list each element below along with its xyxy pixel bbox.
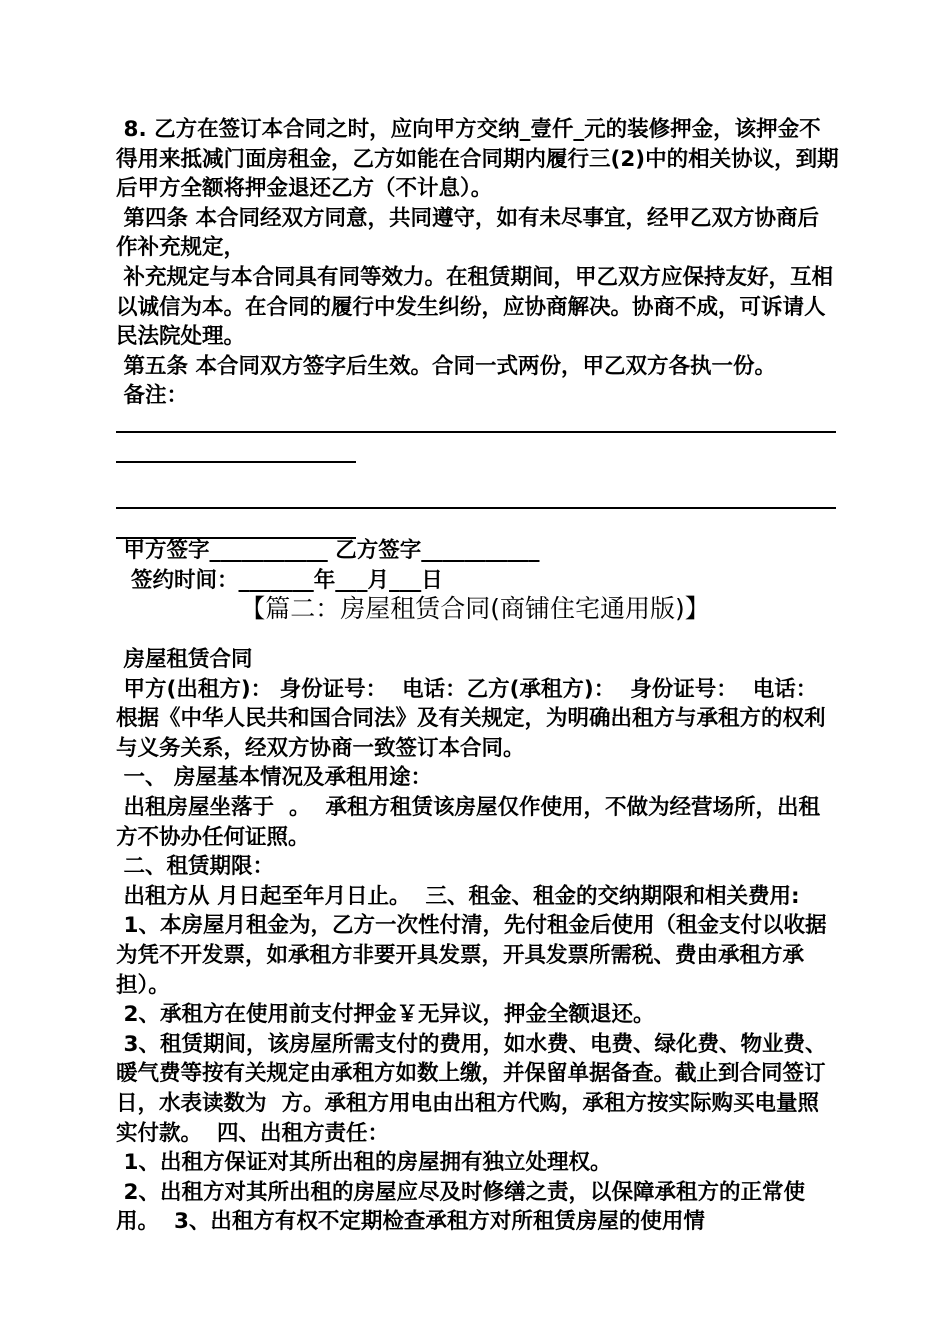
section-two-heading: 二、租赁期限： bbox=[116, 854, 275, 880]
clause-supplement: 补充规定与本合同具有同等效力。在租赁期间，甲乙双方应保持友好，互相以诚信为本。在合同的履行中发生纠纷，应协商解决。协商不成，可诉请人民法院处理。 bbox=[116, 264, 834, 350]
parties-intro: 甲方(出租方)： 身份证号： 电话：乙方(承租方)： 身份证号： 电话： 根据《中华人民共和国合同法》及有关规定，为明确出租方与承租方的权利与义务关系，经双方协商一致签订本合同。 bbox=[116, 676, 826, 761]
contract-part-one bbox=[116, 115, 840, 411]
remarks-rule-1 bbox=[116, 431, 836, 433]
clause-deposit: 8. 乙方在签订本合同之时，应向甲方交纳_壹仟_元的装修押金，该押金不得用来抵减门面房租金，乙方如能在合同期内履行三(2)中的相关协议，到期后甲方全额将押金退还乙方（不计息）。 bbox=[116, 117, 839, 202]
rent-clause-3: 3、租赁期间，该房屋所需支付的费用，如水费、电费、绿化费、物业费、暖气费等按有关规定由承租方如数上缴，并保留单据备查。截止到合同签订日，水表读数为 方。承租方用电由出租方代购，承租方按实际购买电量照实付款。 四、出租方责任： bbox=[116, 1031, 827, 1146]
section-title: 【篇二：房屋租赁合同(商铺住宅通用版)】 bbox=[240, 594, 710, 623]
clause-article-five: 第五条 本合同双方签字后生效。合同一式两份，甲乙双方各执一份。 bbox=[116, 353, 776, 379]
contract-part-two bbox=[116, 645, 840, 1237]
section-one-heading: 一、 房屋基本情况及承租用途： bbox=[116, 765, 432, 791]
lessor-duty-1: 1、出租方保证对其所出租的房屋拥有独立处理权。 bbox=[116, 1150, 612, 1176]
property-location: 出租房屋坐落于 。 承租方租赁该房屋仅作使用，不做为经营场所，出租方不协办任何证照。 bbox=[116, 794, 820, 850]
remarks-rule-2 bbox=[116, 461, 356, 463]
remarks-rule-3 bbox=[116, 507, 836, 509]
lessor-duty-2: 2、出租方对其所出租的房屋应尽及时修缮之责，以保障承租方的正常使用。 3、出租方有权不定期检查承租方对所租赁房屋的使用情 bbox=[116, 1179, 805, 1235]
signature-block bbox=[116, 536, 840, 595]
signature-line: 甲方签字___________ 乙方签字___________ bbox=[116, 538, 540, 563]
signing-date-line: 签约时间：_______年___月___日 bbox=[116, 567, 443, 593]
rent-clause-1: 1、本房屋月租金为，乙方一次性付清，先付租金后使用（租金支付以收据为凭不开发票，如承租方非要开具发票，开具发票所需税、费由承租方承担）。 bbox=[116, 913, 827, 998]
clause-article-four: 第四条 本合同经双方同意，共同遵守，如有未尽事宜，经甲乙双方协商后作补充规定， bbox=[116, 205, 819, 261]
contract-title: 房屋租赁合同 bbox=[116, 647, 253, 672]
remarks-label: 备注： bbox=[116, 383, 189, 409]
lease-term: 出租方从 月日起至年月日止。 三、租金、租金的交纳期限和相关费用: bbox=[116, 883, 800, 909]
rent-clause-2: 2、承租方在使用前支付押金￥无异议，押金全额退还。 bbox=[116, 1002, 655, 1028]
